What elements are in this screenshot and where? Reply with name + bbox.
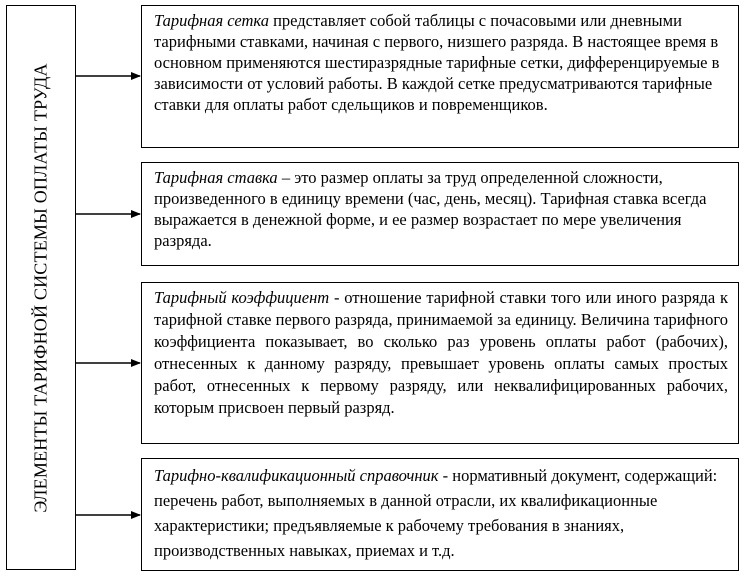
term-tariff-coefficient: Тарифный коэффициент [154, 288, 330, 307]
box-tariff-grid [141, 5, 739, 148]
definition-tariff-coefficient: - отношение тарифной ставки того или иного разряда к тарифной ставке первого разряда, принимаемой за единицу. Величина тарифного коэффициента показывает, во сколько раз уровень оплаты работ (рабочих), отнесенных к данному разряду, превышает уровень оплаты самых простых работ, отнесенных к первому разряду, или неквалифицированных рабочих, которым присвоен первый разряд. [154, 288, 728, 417]
definition-tariff-grid: представляет собой таблицы с почасовыми или дневными тарифными ставками, начиная с первого, низшего разряда. В настоящее время в основном применяются шестиразрядные тарифные сетки, дифференцируемые в зависимости от условий работы. В каждой сетке предусматриваются тарифные ставки для оплаты работ сдельщиков и повременщиков. [154, 11, 720, 114]
term-qualification-reference: Тарифно-квалификационный справочник [154, 466, 439, 485]
definition-qualification-reference: - нормативный документ, содержащий: перечень работ, выполняемых в данной отрасли, их квалификационные характеристики; предъявляемые к рабочему требования в знаниях, производственных навыках, приемах и т.д. [154, 466, 718, 560]
box-qualification-reference [141, 458, 739, 571]
term-tariff-rate: Тарифная ставка [154, 168, 278, 187]
root-element-label: ЭЛЕМЕНТЫ ТАРИФНОЙ СИСТЕМЫ ОПЛАТЫ ТРУДА [30, 62, 51, 513]
box-tariff-rate [141, 162, 739, 266]
term-tariff-grid: Тарифная сетка [154, 11, 269, 30]
box-tariff-coefficient [141, 282, 739, 444]
definition-tariff-rate: – это размер оплаты за труд определенной сложности, произведенного в единицу времени (час, день, месяц). Тарифная ставка всегда выражается в денежной форме, и ее размер возрастает по мере увеличения разряда. [154, 168, 707, 250]
